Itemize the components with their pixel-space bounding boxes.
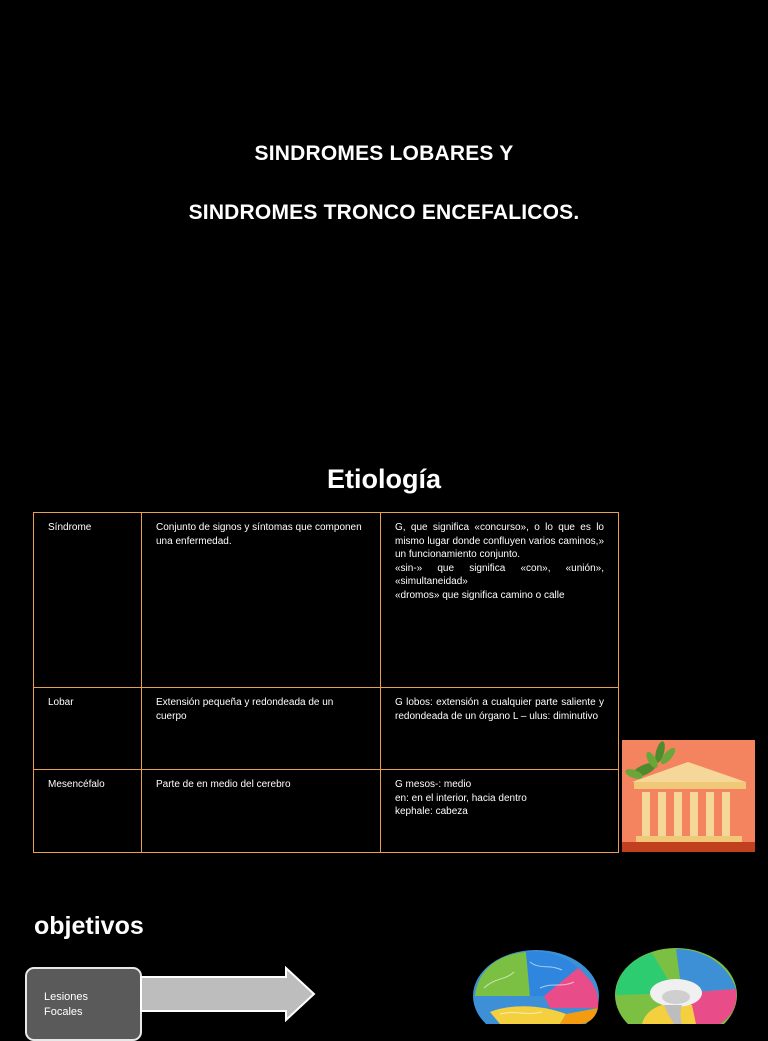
table-row — [34, 688, 619, 770]
section-heading: Etiología — [327, 464, 441, 494]
title-line-2: SINDROMES TRONCO ENCEFALICOS. — [188, 201, 580, 224]
table-cell-etymology: G mesos-: medio en: en el interior, hacia dentro kephale: cabeza — [381, 770, 619, 853]
table-cell-definition: Conjunto de signos y síntomas que componen una enfermedad. — [142, 513, 381, 688]
right-arrow-icon — [140, 966, 318, 1022]
greek-temple-icon — [622, 740, 755, 852]
brain-lobes-icon — [470, 948, 605, 1024]
table-cell-etymology: G lobos: extensión a cualquier parte saliente y redondeada de un órgano L – ulus: diminutivo — [381, 688, 619, 770]
table-cell-definition: Parte de en medio del cerebro — [142, 770, 381, 853]
brain-medial-icon — [612, 945, 740, 1024]
table-cell-term: Lobar — [34, 688, 142, 770]
objectives-heading: objetivos — [34, 912, 144, 940]
table-cell-term: Síndrome — [34, 513, 142, 688]
table-row — [34, 770, 619, 853]
title-line-1: SINDROMES LOBARES Y — [254, 142, 514, 165]
table-cell-term: Mesencéfalo — [34, 770, 142, 853]
etiology-table — [33, 512, 619, 853]
table-cell-definition: Extensión pequeña y redondeada de un cuerpo — [142, 688, 381, 770]
table-cell-etymology: G, que significa «concurso», o lo que es lo mismo lugar donde confluyen varios caminos,» un funcionamiento conjunto. «sin-» que significa «con», «unión», «simultaneidad» «dromos» que significa camino o calle — [381, 513, 619, 688]
table-row — [34, 513, 619, 688]
lesiones-focales-label: Lesiones Focales — [44, 991, 89, 1018]
